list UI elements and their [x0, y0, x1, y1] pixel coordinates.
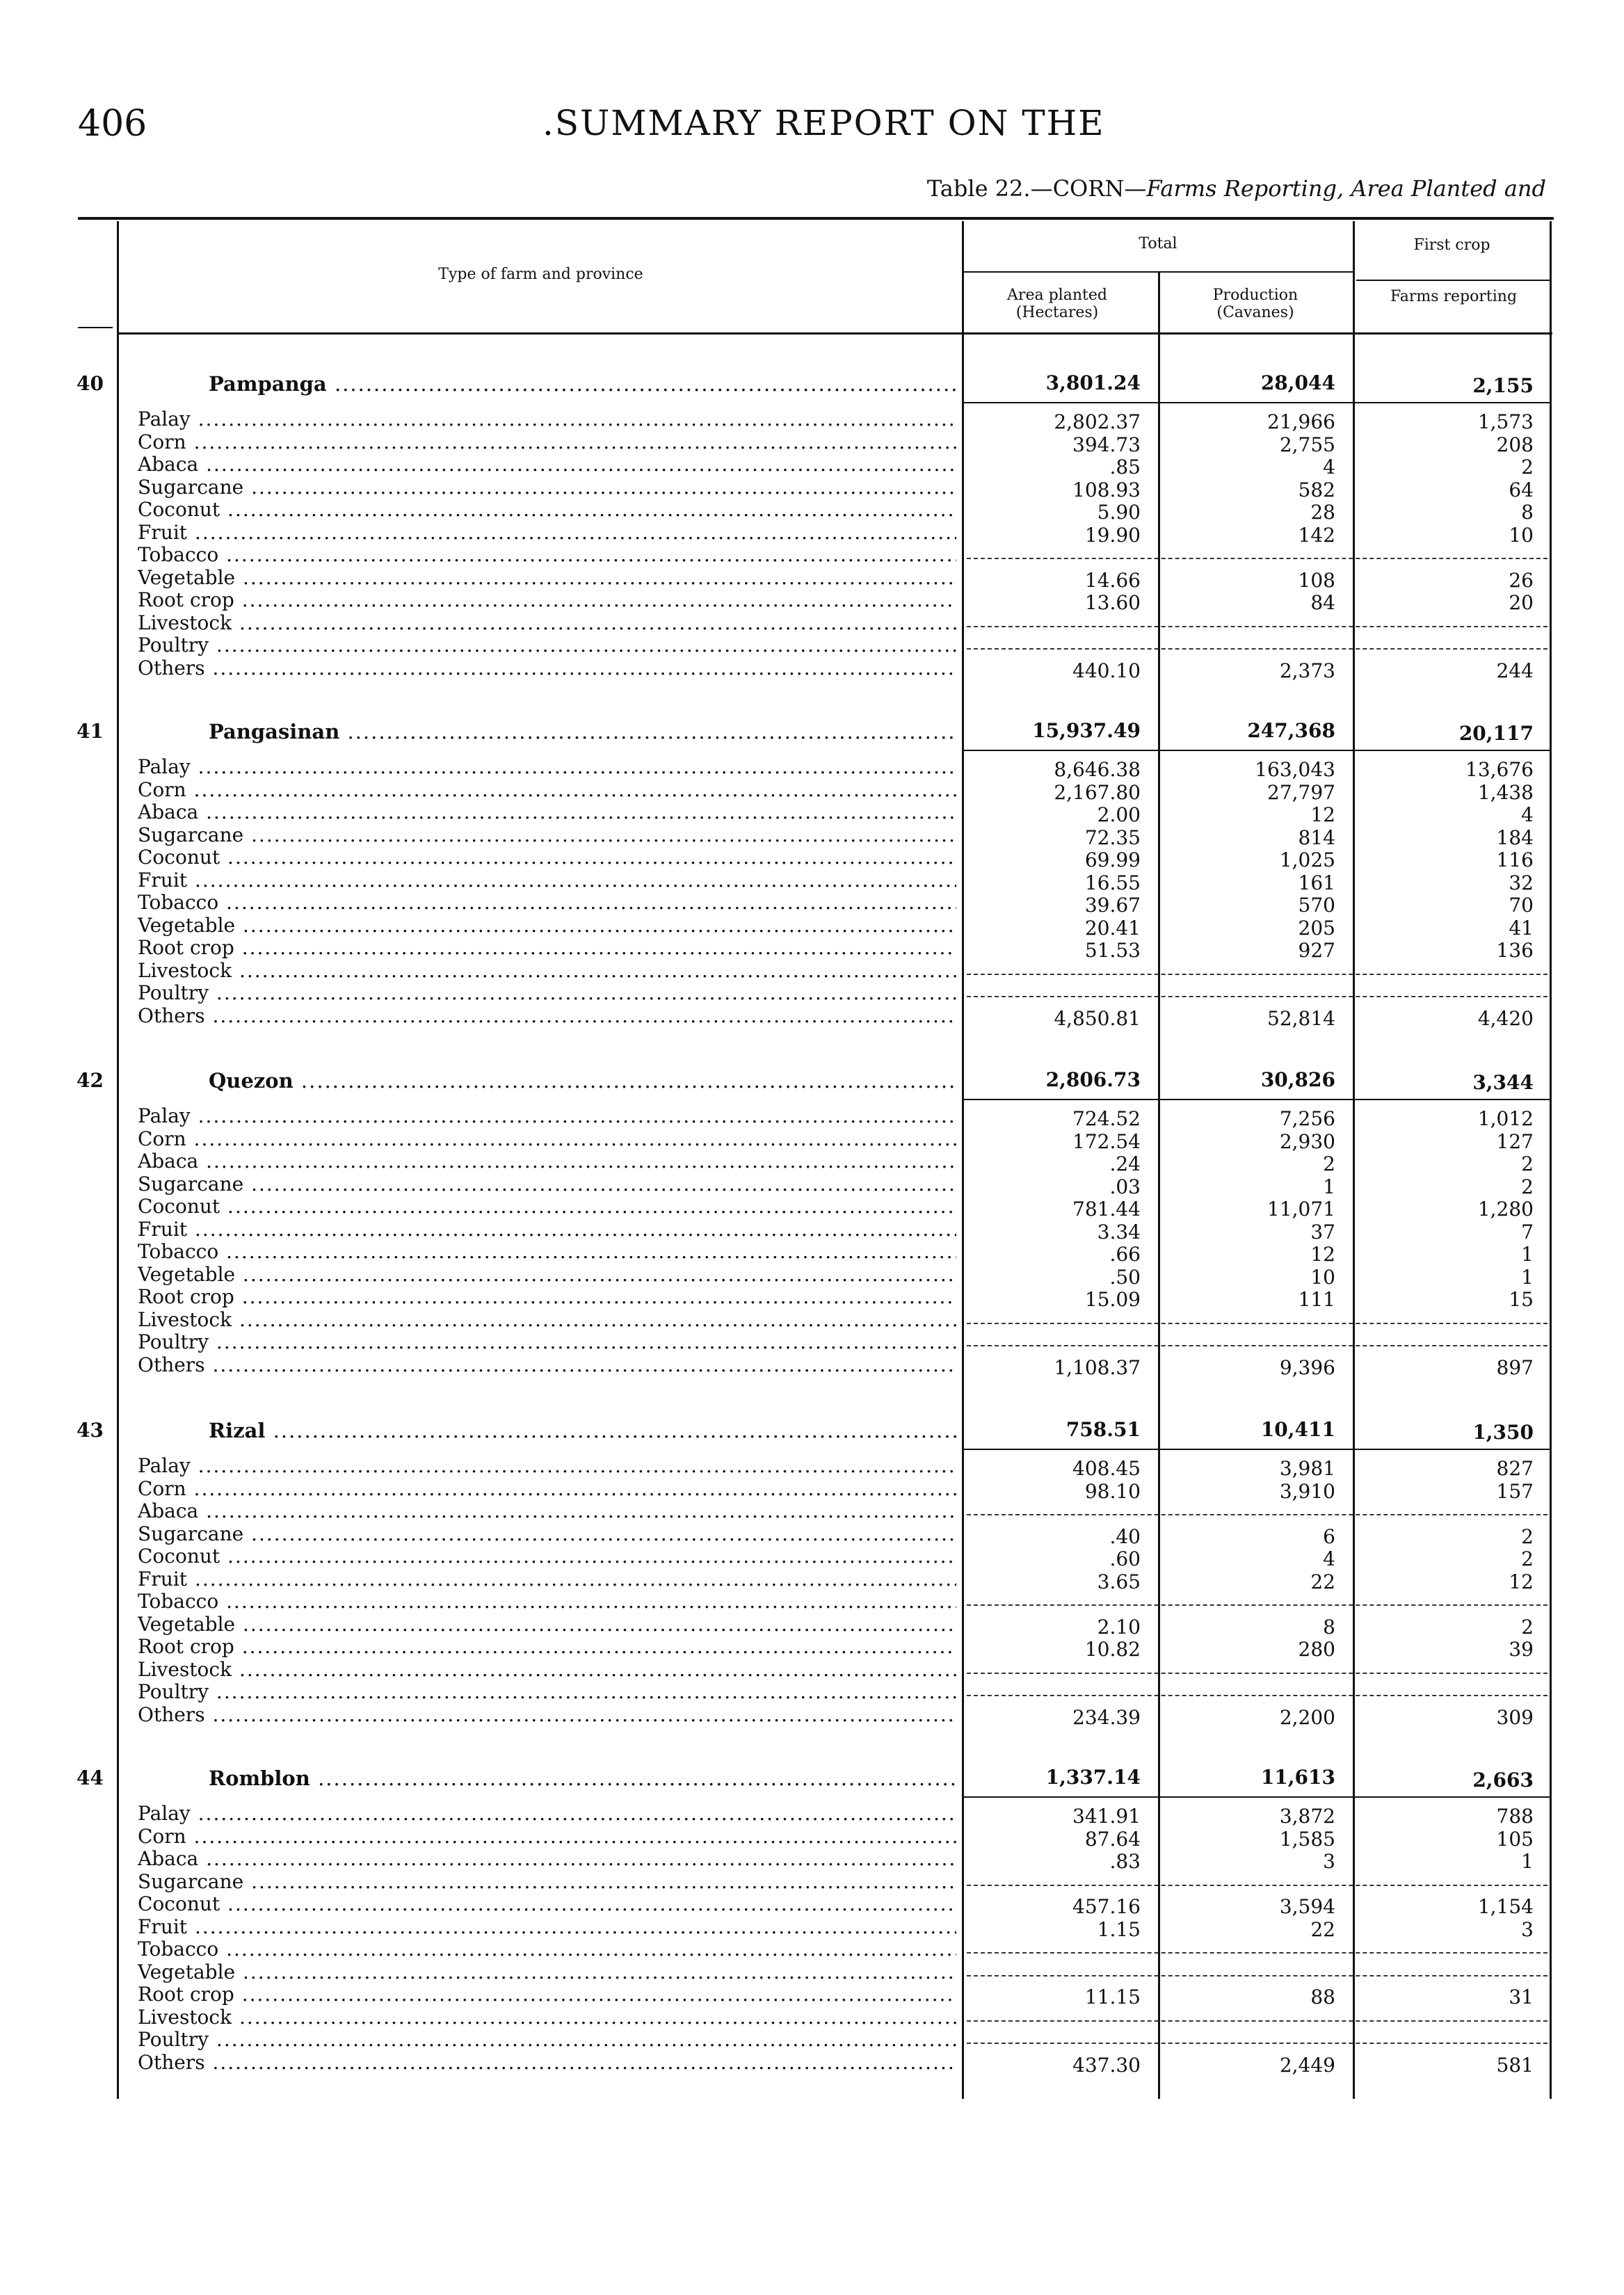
crop-production: 21,966 — [1267, 410, 1335, 433]
crop-production: 7,256 — [1279, 1107, 1335, 1130]
crop-area: .24 — [1109, 1152, 1141, 1175]
crop-production: 52,814 — [1267, 1007, 1335, 1030]
crop-area: 3.65 — [1097, 1570, 1141, 1593]
crop-farms: 31 — [1509, 1986, 1534, 2008]
crop-label: Coconut ..... — [138, 499, 956, 521]
header-type-of-farm: Type of farm and province — [438, 266, 643, 283]
crop-farms: 4,420 — [1477, 1007, 1534, 1030]
crop-production: 1,025 — [1279, 848, 1335, 871]
crop-label: Vegetable ..... — [138, 915, 956, 937]
crop-label: Corn ..... — [138, 1826, 956, 1848]
crop-production: 570 — [1298, 894, 1335, 917]
crop-production: 2,373 — [1279, 659, 1335, 682]
crop-label: Tobacco ..... — [138, 544, 956, 566]
crop-production: 11,071 — [1267, 1198, 1335, 1221]
crop-production: 37 — [1310, 1221, 1335, 1243]
crop-label: Palay ..... — [138, 1803, 956, 1825]
crop-area: 16.55 — [1084, 871, 1141, 894]
crop-label: Abaca ..... — [138, 1150, 956, 1173]
crop-farms: 1 — [1521, 1266, 1534, 1289]
total-underline — [963, 402, 1551, 403]
crop-label: Palay ..... — [138, 1105, 956, 1127]
province-total-area: 15,937.49 — [1032, 719, 1141, 742]
crop-farms: 136 — [1496, 939, 1534, 962]
crop-area: 108.93 — [1072, 478, 1141, 501]
crop-farms: 7 — [1521, 1221, 1534, 1243]
header-production: Production (Cavanes) — [1212, 287, 1299, 322]
crop-area: 440.10 — [1072, 659, 1141, 682]
crop-area: .83 — [1109, 1850, 1141, 1873]
col-divider-label — [117, 221, 119, 2099]
crop-label: Vegetable ..... — [138, 1613, 956, 1636]
crop-label: Vegetable ..... — [138, 567, 956, 589]
crop-area: 2.10 — [1097, 1616, 1141, 1638]
province-number: 43 — [77, 1419, 104, 1442]
empty-row-dashes — [967, 1345, 1547, 1346]
empty-row-dashes — [967, 2043, 1547, 2044]
crop-farms: 39 — [1509, 1638, 1534, 1661]
crop-production: 2,200 — [1279, 1706, 1335, 1729]
crop-label: Others ..... — [138, 1704, 956, 1726]
crop-farms: 1 — [1521, 1243, 1534, 1266]
crop-production: 8 — [1323, 1616, 1335, 1638]
crop-area: 13.60 — [1084, 591, 1141, 614]
crop-label: Abaca ..... — [138, 453, 956, 476]
crop-farms: 32 — [1509, 871, 1534, 894]
col-divider-production — [1158, 273, 1160, 2099]
crop-area: 394.73 — [1072, 433, 1141, 456]
running-head: .SUMMARY REPORT ON THE — [542, 103, 1105, 143]
crop-area: 98.10 — [1084, 1480, 1141, 1503]
total-underline — [963, 750, 1551, 751]
province-total-production: 28,044 — [1260, 371, 1335, 394]
crop-area: 1.15 — [1097, 1918, 1141, 1941]
crop-label: Tobacco ..... — [138, 892, 956, 914]
crop-label: Livestock ..... — [138, 2006, 956, 2029]
province-number: 40 — [77, 372, 104, 395]
province-number: 41 — [77, 720, 104, 743]
crop-farms: 827 — [1496, 1457, 1534, 1480]
province-total-area: 2,806.73 — [1045, 1068, 1141, 1091]
empty-row-dashes — [967, 2020, 1547, 2022]
crop-area: .85 — [1109, 456, 1141, 478]
crop-label: Corn ..... — [138, 1128, 956, 1150]
crop-farms: 1,573 — [1477, 410, 1534, 433]
table-caption — [927, 175, 1546, 202]
crop-label: Coconut ..... — [138, 1545, 956, 1568]
crop-production: 4 — [1323, 1547, 1335, 1570]
header-area-planted: Area planted (Hectares) — [1007, 287, 1107, 322]
empty-row-dashes — [967, 648, 1547, 650]
crop-label: Abaca ..... — [138, 1848, 956, 1870]
empty-row-dashes — [967, 1952, 1547, 1954]
crop-area: .66 — [1109, 1243, 1141, 1266]
crop-production: 927 — [1298, 939, 1335, 962]
crop-production: 1 — [1323, 1175, 1335, 1198]
crop-label: Corn ..... — [138, 779, 956, 801]
total-underline — [963, 1449, 1551, 1450]
crop-production: 22 — [1310, 1918, 1335, 1941]
crop-farms: 105 — [1496, 1828, 1534, 1851]
crop-label: Livestock ..... — [138, 1659, 956, 1681]
empty-row-dashes — [967, 558, 1547, 559]
empty-row-dashes — [967, 626, 1547, 627]
crop-area: 5.90 — [1097, 501, 1141, 524]
col-divider-area — [962, 221, 964, 2099]
total-underline — [963, 1099, 1551, 1100]
crop-label: Fruit ..... — [138, 1218, 956, 1241]
crop-label: Poultry ..... — [138, 2029, 956, 2051]
crop-area: .03 — [1109, 1175, 1141, 1198]
province-total-production: 11,613 — [1260, 1766, 1335, 1789]
crop-area: 11.15 — [1084, 1986, 1141, 2008]
crop-production: 88 — [1310, 1986, 1335, 2008]
crop-production: 4 — [1323, 456, 1335, 478]
crop-area: 2,802.37 — [1054, 410, 1141, 433]
crop-label: Fruit ..... — [138, 869, 956, 892]
crop-label: Root crop ..... — [138, 1286, 956, 1308]
crop-production: 163,043 — [1255, 758, 1335, 781]
crop-label: Others ..... — [138, 1005, 956, 1027]
crop-label: Fruit ..... — [138, 522, 956, 544]
crop-farms: 2 — [1521, 1616, 1534, 1638]
crop-area: 3.34 — [1097, 1221, 1141, 1243]
empty-row-dashes — [967, 1604, 1547, 1606]
crop-label: Root crop ..... — [138, 937, 956, 959]
crop-label: Sugarcane ..... — [138, 1173, 956, 1195]
col-divider-right — [1550, 221, 1552, 2099]
crop-area: 39.67 — [1084, 894, 1141, 917]
crop-label: Sugarcane ..... — [138, 824, 956, 846]
crop-label: Poultry ..... — [138, 982, 956, 1004]
province-total-farms: 3,344 — [1472, 1071, 1534, 1094]
crop-farms: 897 — [1496, 1356, 1534, 1379]
crop-production: 12 — [1310, 1243, 1335, 1266]
crop-label: Fruit ..... — [138, 1568, 956, 1591]
crop-label: Livestock ..... — [138, 960, 956, 982]
crop-label: Fruit ..... — [138, 1916, 956, 1938]
crop-area: 457.16 — [1072, 1895, 1141, 1918]
crop-area: 341.91 — [1072, 1805, 1141, 1828]
province-number: 44 — [77, 1766, 104, 1789]
crop-production: 27,797 — [1267, 781, 1335, 804]
crop-area: 408.45 — [1072, 1457, 1141, 1480]
caption-prefix: Table 22.—CORN— — [926, 175, 1147, 202]
empty-row-dashes — [967, 1323, 1547, 1324]
crop-farms: 12 — [1509, 1570, 1534, 1593]
crop-farms: 1,280 — [1477, 1198, 1534, 1221]
crop-production: 10 — [1310, 1266, 1335, 1289]
crop-production: 2,930 — [1279, 1130, 1335, 1153]
crop-label: Sugarcane ..... — [138, 1871, 956, 1893]
crop-area: 2.00 — [1097, 803, 1141, 826]
crop-label: Others ..... — [138, 2052, 956, 2074]
crop-production: 3 — [1323, 1850, 1335, 1873]
crop-farms: 1,154 — [1477, 1895, 1534, 1918]
crop-farms: 244 — [1496, 659, 1534, 682]
crop-production: 1,585 — [1279, 1828, 1335, 1851]
crop-farms: 184 — [1496, 826, 1534, 849]
crop-label: Root crop ..... — [138, 1983, 956, 2006]
empty-row-dashes — [967, 974, 1547, 975]
crop-farms: 26 — [1509, 569, 1534, 592]
province-total-area: 1,337.14 — [1045, 1766, 1141, 1789]
crop-label: Others ..... — [138, 1354, 956, 1376]
crop-label: Coconut ..... — [138, 1893, 956, 1915]
crop-production: 3,981 — [1279, 1457, 1335, 1480]
crop-area: 724.52 — [1072, 1107, 1141, 1130]
crop-production: 582 — [1298, 478, 1335, 501]
province-total-area: 3,801.24 — [1045, 371, 1141, 394]
crop-farms: 1,012 — [1477, 1107, 1534, 1130]
crop-farms: 1 — [1521, 1850, 1534, 1873]
crop-label: Abaca ..... — [138, 801, 956, 823]
province-total-production: 247,368 — [1247, 719, 1335, 742]
crop-label: Others ..... — [138, 657, 956, 679]
crop-label: Sugarcane ..... — [138, 476, 956, 499]
crop-area: .40 — [1109, 1525, 1141, 1548]
crop-farms: 15 — [1509, 1288, 1534, 1311]
crop-farms: 3 — [1521, 1918, 1534, 1941]
crop-label: Tobacco ..... — [138, 1241, 956, 1263]
crop-farms: 1,438 — [1477, 781, 1534, 804]
crop-label: Palay ..... — [138, 756, 956, 778]
crop-production: 3,872 — [1279, 1805, 1335, 1828]
crop-label: Poultry ..... — [138, 1681, 956, 1703]
crop-farms: 41 — [1509, 917, 1534, 940]
province-total-area: 758.51 — [1066, 1418, 1141, 1441]
crop-area: .50 — [1109, 1266, 1141, 1289]
province-total-farms: 20,117 — [1458, 722, 1534, 745]
province-name: Pangasinan ..... — [209, 720, 956, 743]
header-first-crop: First crop — [1413, 236, 1490, 254]
crop-label: Root crop ..... — [138, 1636, 956, 1658]
crop-farms: 309 — [1496, 1706, 1534, 1729]
empty-row-dashes — [967, 1975, 1547, 1976]
crop-production: 205 — [1298, 917, 1335, 940]
crop-farms: 10 — [1509, 524, 1534, 547]
crop-label: Livestock ..... — [138, 1309, 956, 1331]
crop-production: 84 — [1310, 591, 1335, 614]
province-name: Rizal ..... — [209, 1419, 956, 1442]
crop-production: 2,755 — [1279, 433, 1335, 456]
crop-area: 10.82 — [1084, 1638, 1141, 1661]
header-left-stub-rule — [78, 327, 113, 328]
crop-label: Poultry ..... — [138, 634, 956, 657]
province-name: Quezon ..... — [209, 1069, 956, 1093]
page-number: 406 — [78, 103, 147, 145]
province-total-farms: 2,663 — [1472, 1769, 1534, 1791]
crop-production: 111 — [1298, 1288, 1335, 1311]
crop-label: Palay ..... — [138, 408, 956, 430]
crop-farms: 20 — [1509, 591, 1534, 614]
crop-area: 14.66 — [1084, 569, 1141, 592]
crop-farms: 2 — [1521, 1547, 1534, 1570]
crop-farms: 116 — [1496, 848, 1534, 871]
header-farms-reporting: Farms reporting — [1390, 288, 1518, 305]
crop-production: 12 — [1310, 803, 1335, 826]
crop-area: 87.64 — [1084, 1828, 1141, 1851]
crop-area: 1,108.37 — [1054, 1356, 1141, 1379]
empty-row-dashes — [967, 1514, 1547, 1515]
crop-farms: 157 — [1496, 1480, 1534, 1503]
crop-production: 22 — [1310, 1570, 1335, 1593]
crop-label: Corn ..... — [138, 431, 956, 453]
crop-production: 108 — [1298, 569, 1335, 592]
crop-production: 9,396 — [1279, 1356, 1335, 1379]
crop-area: 51.53 — [1084, 939, 1141, 962]
crop-production: 2 — [1323, 1152, 1335, 1175]
crop-label: Vegetable ..... — [138, 1961, 956, 1983]
crop-area: 4,850.81 — [1054, 1007, 1141, 1030]
crop-area: 2,167.80 — [1054, 781, 1141, 804]
crop-production: 3,594 — [1279, 1895, 1335, 1918]
crop-label: Vegetable ..... — [138, 1264, 956, 1286]
crop-label: Root crop ..... — [138, 589, 956, 611]
crop-production: 6 — [1323, 1525, 1335, 1548]
province-total-production: 30,826 — [1260, 1068, 1335, 1091]
crop-area: 8,646.38 — [1054, 758, 1141, 781]
province-total-farms: 2,155 — [1472, 374, 1534, 397]
crop-production: 2,449 — [1279, 2054, 1335, 2077]
crop-label: Coconut ..... — [138, 846, 956, 869]
crop-area: .60 — [1109, 1547, 1141, 1570]
crop-area: 781.44 — [1072, 1198, 1141, 1221]
crop-farms: 64 — [1509, 478, 1534, 501]
crop-farms: 581 — [1496, 2054, 1534, 2077]
crop-farms: 2 — [1521, 1152, 1534, 1175]
crop-label: Tobacco ..... — [138, 1938, 956, 1960]
crop-area: 72.35 — [1084, 826, 1141, 849]
crop-farms: 208 — [1496, 433, 1534, 456]
header-total: Total — [1139, 235, 1177, 252]
crop-farms: 2 — [1521, 456, 1534, 478]
province-total-farms: 1,350 — [1472, 1421, 1534, 1444]
empty-row-dashes — [967, 1673, 1547, 1674]
province-name: Pampanga ..... — [209, 372, 956, 396]
crop-area: 20.41 — [1084, 917, 1141, 940]
province-name: Romblon ..... — [209, 1766, 956, 1790]
crop-production: 814 — [1298, 826, 1335, 849]
caption-italic: Farms Reporting, Area Planted and — [1146, 175, 1546, 202]
crop-farms: 2 — [1521, 1525, 1534, 1548]
crop-label: Abaca ..... — [138, 1500, 956, 1522]
crop-label: Sugarcane ..... — [138, 1523, 956, 1545]
crop-farms: 8 — [1521, 501, 1534, 524]
crop-farms: 70 — [1509, 894, 1534, 917]
crop-production: 28 — [1310, 501, 1335, 524]
crop-production: 3,910 — [1279, 1480, 1335, 1503]
crop-area: 69.99 — [1084, 848, 1141, 871]
crop-production: 142 — [1298, 524, 1335, 547]
crop-label: Palay ..... — [138, 1455, 956, 1477]
crop-area: 172.54 — [1072, 1130, 1141, 1153]
province-number: 42 — [77, 1069, 104, 1092]
empty-row-dashes — [967, 1885, 1547, 1886]
crop-farms: 788 — [1496, 1805, 1534, 1828]
empty-row-dashes — [967, 996, 1547, 997]
crop-label: Poultry ..... — [138, 1331, 956, 1353]
crop-farms: 127 — [1496, 1130, 1534, 1153]
header-bottom-rule — [118, 332, 1552, 335]
group-underline-first — [1356, 280, 1551, 281]
province-total-production: 10,411 — [1260, 1418, 1335, 1441]
crop-label: Tobacco ..... — [138, 1591, 956, 1613]
crop-farms: 4 — [1521, 803, 1534, 826]
crop-label: Coconut ..... — [138, 1195, 956, 1218]
crop-area: 19.90 — [1084, 524, 1141, 547]
table-top-rule — [78, 217, 1554, 220]
crop-label: Livestock ..... — [138, 612, 956, 634]
crop-production: 161 — [1298, 871, 1335, 894]
crop-area: 437.30 — [1072, 2054, 1141, 2077]
crop-area: 15.09 — [1084, 1288, 1141, 1311]
crop-farms: 2 — [1521, 1175, 1534, 1198]
crop-area: 234.39 — [1072, 1706, 1141, 1729]
empty-row-dashes — [967, 1695, 1547, 1696]
crop-label: Corn ..... — [138, 1478, 956, 1500]
total-underline — [963, 1796, 1551, 1798]
crop-farms: 13,676 — [1465, 758, 1534, 781]
crop-production: 280 — [1298, 1638, 1335, 1661]
col-divider-first-crop — [1353, 221, 1355, 2099]
